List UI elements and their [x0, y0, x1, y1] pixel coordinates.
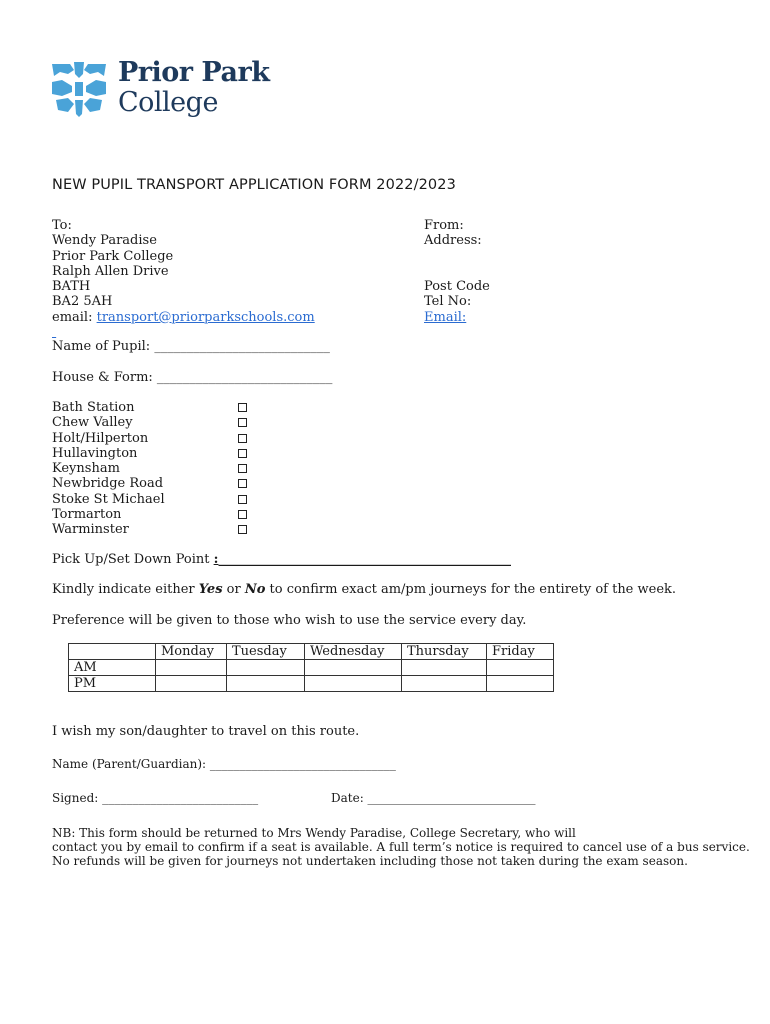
name-of-pupil-field[interactable]: Name of Pupil: ___________________________	[52, 339, 330, 354]
table-header-day: Tuesday	[227, 644, 305, 660]
to-line: Wendy Paradise	[52, 233, 157, 249]
route-label: Holt/Hilperton	[52, 430, 149, 446]
email-label: Email:	[424, 309, 467, 325]
nb-line: contact you by email to confirm if a seat is available. A full term’s notice is required to cancel use of a bus service.	[52, 840, 750, 854]
crest-icon	[50, 60, 108, 118]
pickup-field[interactable]	[52, 552, 511, 567]
to-address-block	[52, 218, 382, 340]
to-line: BA2 5AH	[52, 294, 113, 310]
table-row	[69, 660, 554, 676]
route-label: Bath Station	[52, 400, 135, 415]
route-list	[52, 400, 262, 538]
route-item	[52, 492, 262, 507]
table-header-day: Wednesday	[305, 644, 402, 660]
table-cell[interactable]	[402, 676, 487, 692]
table-cell[interactable]	[156, 676, 227, 692]
route-checkbox[interactable]	[238, 434, 247, 443]
route-item	[52, 400, 262, 415]
route-item	[52, 461, 262, 476]
route-checkbox[interactable]	[238, 525, 247, 534]
route-label: Warminster	[52, 522, 129, 538]
route-label: Newbridge Road	[52, 476, 164, 492]
instruction-part: Kindly indicate either	[52, 582, 199, 597]
table-cell[interactable]	[227, 676, 305, 692]
table-cell[interactable]	[156, 660, 227, 676]
table-cell[interactable]	[305, 660, 402, 676]
route-label: Tormarton	[52, 507, 122, 523]
preference-text: Preference will be given to those who wish to use the service every day.	[52, 613, 527, 628]
route-label: Keynsham	[52, 461, 120, 477]
table-cell[interactable]	[487, 660, 554, 676]
signed-field[interactable]: Signed: __________________________	[52, 791, 259, 805]
instruction-text	[52, 582, 676, 597]
pickup-colon: :	[213, 552, 219, 567]
pickup-line: _____________________________________________	[218, 552, 511, 567]
table-cell[interactable]	[227, 660, 305, 676]
row-label: AM	[69, 660, 156, 676]
route-label: Hullavington	[52, 445, 138, 461]
logo-line-2: College	[118, 87, 218, 118]
logo-line-1: Prior Park	[118, 57, 270, 88]
table-cell[interactable]	[487, 676, 554, 692]
email-prefix: email:	[52, 309, 97, 325]
route-item	[52, 446, 262, 461]
route-label: Chew Valley	[52, 415, 133, 431]
route-checkbox[interactable]	[238, 510, 247, 519]
route-item	[52, 415, 262, 430]
route-item	[52, 522, 262, 537]
to-line: Ralph Allen Drive	[52, 263, 169, 279]
table-header-day: Friday	[487, 644, 554, 660]
row-label: PM	[69, 676, 156, 692]
post-code-label: Post Code	[424, 279, 490, 295]
nb-line: NB: This form should be returned to Mrs Wendy Paradise, College Secretary, who will	[52, 826, 576, 840]
from-address-block	[424, 218, 624, 325]
route-item	[52, 507, 262, 522]
route-checkbox[interactable]	[238, 403, 247, 412]
no-word: No	[244, 582, 266, 597]
route-item	[52, 476, 262, 491]
college-logo	[50, 58, 270, 120]
table-header-day: Thursday	[402, 644, 487, 660]
route-checkbox[interactable]	[238, 464, 247, 473]
to-line: BATH	[52, 279, 91, 295]
email-line	[52, 310, 382, 341]
table-header-day: Monday	[156, 644, 227, 660]
route-label: Stoke St Michael	[52, 491, 165, 507]
table-header-empty	[69, 644, 156, 660]
email-link[interactable]: transport@priorparkschools.com	[96, 309, 315, 325]
tel-label: Tel No:	[424, 294, 472, 310]
form-title: NEW PUPIL TRANSPORT APPLICATION FORM 2022/2023	[52, 177, 456, 193]
route-checkbox[interactable]	[238, 449, 247, 458]
to-line: To:	[52, 218, 72, 233]
date-field[interactable]: Date: ____________________________	[331, 791, 536, 805]
nb-note	[52, 826, 752, 868]
table-row	[69, 676, 554, 692]
schedule-table	[68, 643, 554, 692]
table-cell[interactable]	[305, 676, 402, 692]
pickup-label: Pick Up/Set Down Point	[52, 552, 214, 567]
parent-name-field[interactable]: Name (Parent/Guardian): _______________________________	[52, 757, 396, 771]
route-checkbox[interactable]	[238, 479, 247, 488]
to-line: Prior Park College	[52, 248, 174, 264]
from-label: From:	[424, 218, 464, 233]
table-cell[interactable]	[402, 660, 487, 676]
table-row	[69, 644, 554, 660]
instruction-part: to confirm exact am/pm journeys for the entirety of the week.	[265, 582, 677, 597]
nb-line: No refunds will be given for journeys not undertaken including those not taken during the exam season.	[52, 854, 688, 868]
instruction-part: or	[222, 582, 245, 597]
house-form-field[interactable]: House & Form: ___________________________	[52, 370, 333, 385]
wish-text: I wish my son/daughter to travel on this route.	[52, 724, 360, 739]
route-item	[52, 431, 262, 446]
route-checkbox[interactable]	[238, 495, 247, 504]
route-checkbox[interactable]	[238, 418, 247, 427]
yes-word: Yes	[198, 582, 223, 597]
address-label: Address:	[424, 233, 482, 249]
